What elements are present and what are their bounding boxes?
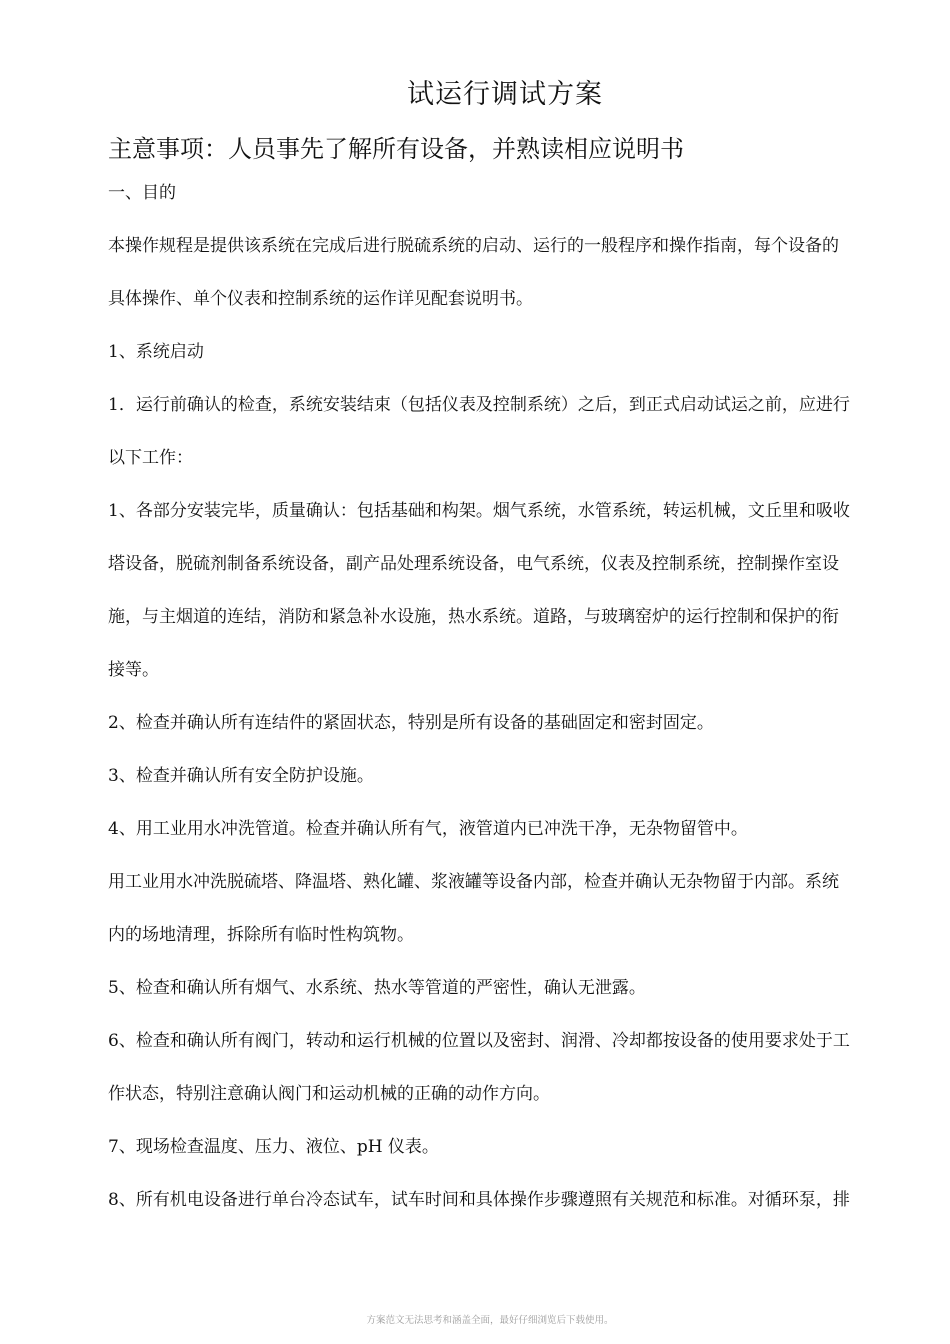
list-item-line: 接等。 <box>108 660 159 680</box>
list-item-line: 6、检查和确认所有阀门，转动和运行机械的位置以及密封、润滑、冷却都按设备的使用要求处于工 <box>108 1031 850 1051</box>
list-item-line: 作状态，特别注意确认阀门和运动机械的正确的动作方向。 <box>108 1084 550 1104</box>
paragraph-line: 本操作规程是提供该系统在完成后进行脱硫系统的启动、运行的一般程序和操作指南，每个设备的 <box>108 236 839 256</box>
paragraph-line: 以下工作： <box>108 448 193 468</box>
list-item-line: 8、所有机电设备进行单台冷态试车，试车时间和具体操作步骤遵照有关规范和标准。对循环泵，排 <box>108 1190 850 1210</box>
list-item-line: 5、检查和确认所有烟气、水系统、热水等管道的严密性，确认无泄露。 <box>108 978 646 998</box>
section-heading-purpose: 一、目的 <box>108 183 176 203</box>
paragraph-line: 1．运行前确认的检查，系统安装结束（包括仪表及控制系统）之后，到正式启动试运之前，应进行 <box>108 395 850 415</box>
list-item-line: 4、用工业用水冲洗管道。检查并确认所有气，液管道内已冲洗干净，无杂物留管中。 <box>108 819 748 839</box>
list-item-line: 7、现场检查温度、压力、液位、pH 仪表。 <box>108 1137 439 1157</box>
list-item-line: 3、检查并确认所有安全防护设施。 <box>108 766 374 786</box>
notice-heading: 主意事项：人员事先了解所有设备，并熟读相应说明书 <box>108 135 684 163</box>
section-heading-startup: 1、系统启动 <box>108 342 204 362</box>
list-item-line: 1、各部分安装完毕，质量确认：包括基础和构架。烟气系统，水管系统，转运机械，文丘里和吸收 <box>108 501 850 521</box>
paragraph-line: 内的场地清理，拆除所有临时性构筑物。 <box>108 925 414 945</box>
document-title: 试运行调试方案 <box>407 79 603 110</box>
page-footer: 方案范文无法思考和涵盖全面，最好仔细浏览后下载使用。 <box>366 1315 614 1326</box>
list-item-line: 2、检查并确认所有连结件的紧固状态，特别是所有设备的基础固定和密封固定。 <box>108 713 714 733</box>
list-item-line: 塔设备，脱硫剂制备系统设备，副产品处理系统设备，电气系统，仪表及控制系统，控制操作室设 <box>108 554 839 574</box>
paragraph-line: 具体操作、单个仪表和控制系统的运作详见配套说明书。 <box>108 289 533 309</box>
list-item-line: 施，与主烟道的连结，消防和紧急补水设施，热水系统。道路，与玻璃窑炉的运行控制和保护的衔 <box>108 607 839 627</box>
paragraph-line: 用工业用水冲洗脱硫塔、降温塔、熟化罐、浆液罐等设备内部，检查并确认无杂物留于内部。系统 <box>108 872 839 892</box>
